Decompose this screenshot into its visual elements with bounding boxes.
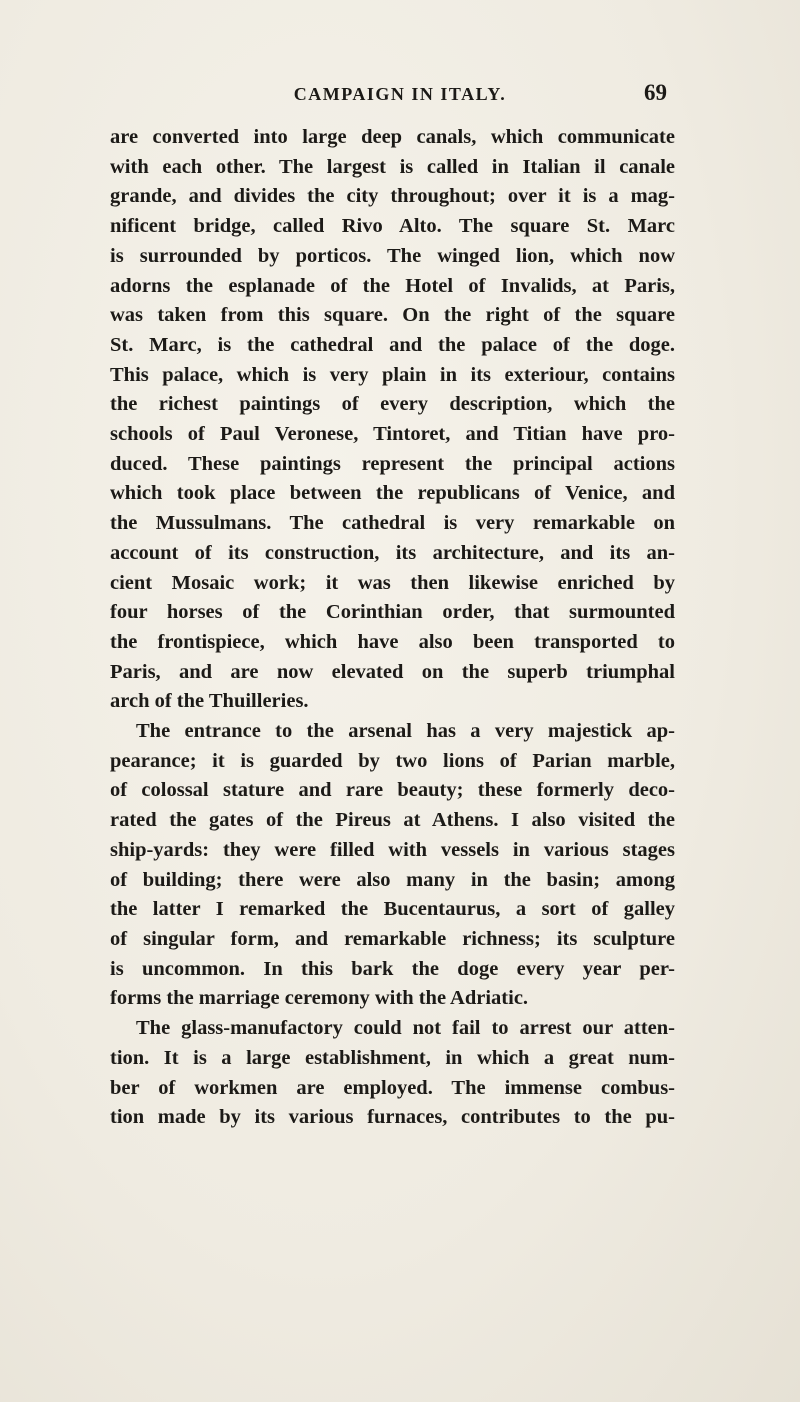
text-line: ship-yards: they were filled with vessels in various stages: [110, 838, 675, 861]
text-line: of colossal stature and rare beauty; these formerly deco-: [110, 779, 675, 802]
text-line: The entrance to the arsenal has a very majestick ap-: [136, 720, 675, 743]
text-line: cient Mosaic work; it was then likewise enriched by: [110, 571, 675, 594]
text-line: grande, and divides the city throughout; over it is a mag-: [110, 185, 675, 208]
text-line: account of its construction, its architecture, and its an-: [110, 541, 675, 564]
text-line: are converted into large deep canals, which communicate: [110, 126, 675, 148]
text-line: the richest paintings of every description, which the: [110, 393, 675, 416]
text-line: which took place between the republicans of Venice, and: [110, 482, 675, 505]
text-line: was taken from this square. On the right of the square: [110, 304, 675, 327]
text-line: St. Marc, is the cathedral and the palace of the doge.: [110, 333, 675, 356]
text-line: tion. It is a large establishment, in which a great num-: [110, 1046, 675, 1069]
body-text: [110, 123, 675, 1133]
text-line: is surrounded by porticos. The winged lion, which now: [110, 244, 675, 267]
text-line: is uncommon. In this bark the doge every year per-: [110, 957, 675, 980]
text-line: of singular form, and remarkable richness; its sculpture: [110, 927, 675, 950]
text-line: the frontispiece, which have also been transported to: [110, 630, 675, 653]
text-line: the Mussulmans. The cathedral is very remarkable on: [110, 512, 675, 535]
text-line: pearance; it is guarded by two lions of Parian marble,: [110, 749, 675, 772]
text-line: This palace, which is very plain in its exteriour, contains: [110, 363, 675, 386]
text-line: Paris, and are now elevated on the superb triumphal: [110, 660, 675, 683]
running-title: CAMPAIGN IN ITALY.: [293, 84, 507, 104]
text-line: of building; there were also many in the basin; among: [110, 868, 675, 891]
text-line: nificent bridge, called Rivo Alto. The square St. Marc: [110, 215, 675, 238]
text-line: arch of the Thuilleries.: [110, 690, 309, 713]
text-line: the latter I remarked the Bucentaurus, a sort of galley: [110, 898, 675, 921]
text-line: four horses of the Corinthian order, that surmounted: [110, 601, 675, 624]
text-line: with each other. The largest is called in Italian il canale: [110, 155, 675, 178]
page-number: 69: [644, 80, 667, 105]
text-line: duced. These paintings represent the principal actions: [110, 452, 675, 475]
text-line: adorns the esplanade of the Hotel of Invalids, at Paris,: [110, 274, 675, 297]
text-line: ber of workmen are employed. The immense combus-: [110, 1076, 675, 1099]
text-line: forms the marriage ceremony with the Adriatic.: [110, 987, 529, 1010]
text-line: tion made by its various furnaces, contributes to the pu-: [110, 1106, 675, 1129]
text-line: rated the gates of the Pireus at Athens. I also visited the: [110, 809, 675, 832]
text-line: The glass-manufactory could not fail to arrest our atten-: [136, 1017, 675, 1040]
text-line: schools of Paul Veronese, Tintoret, and Titian have pro-: [110, 423, 675, 446]
